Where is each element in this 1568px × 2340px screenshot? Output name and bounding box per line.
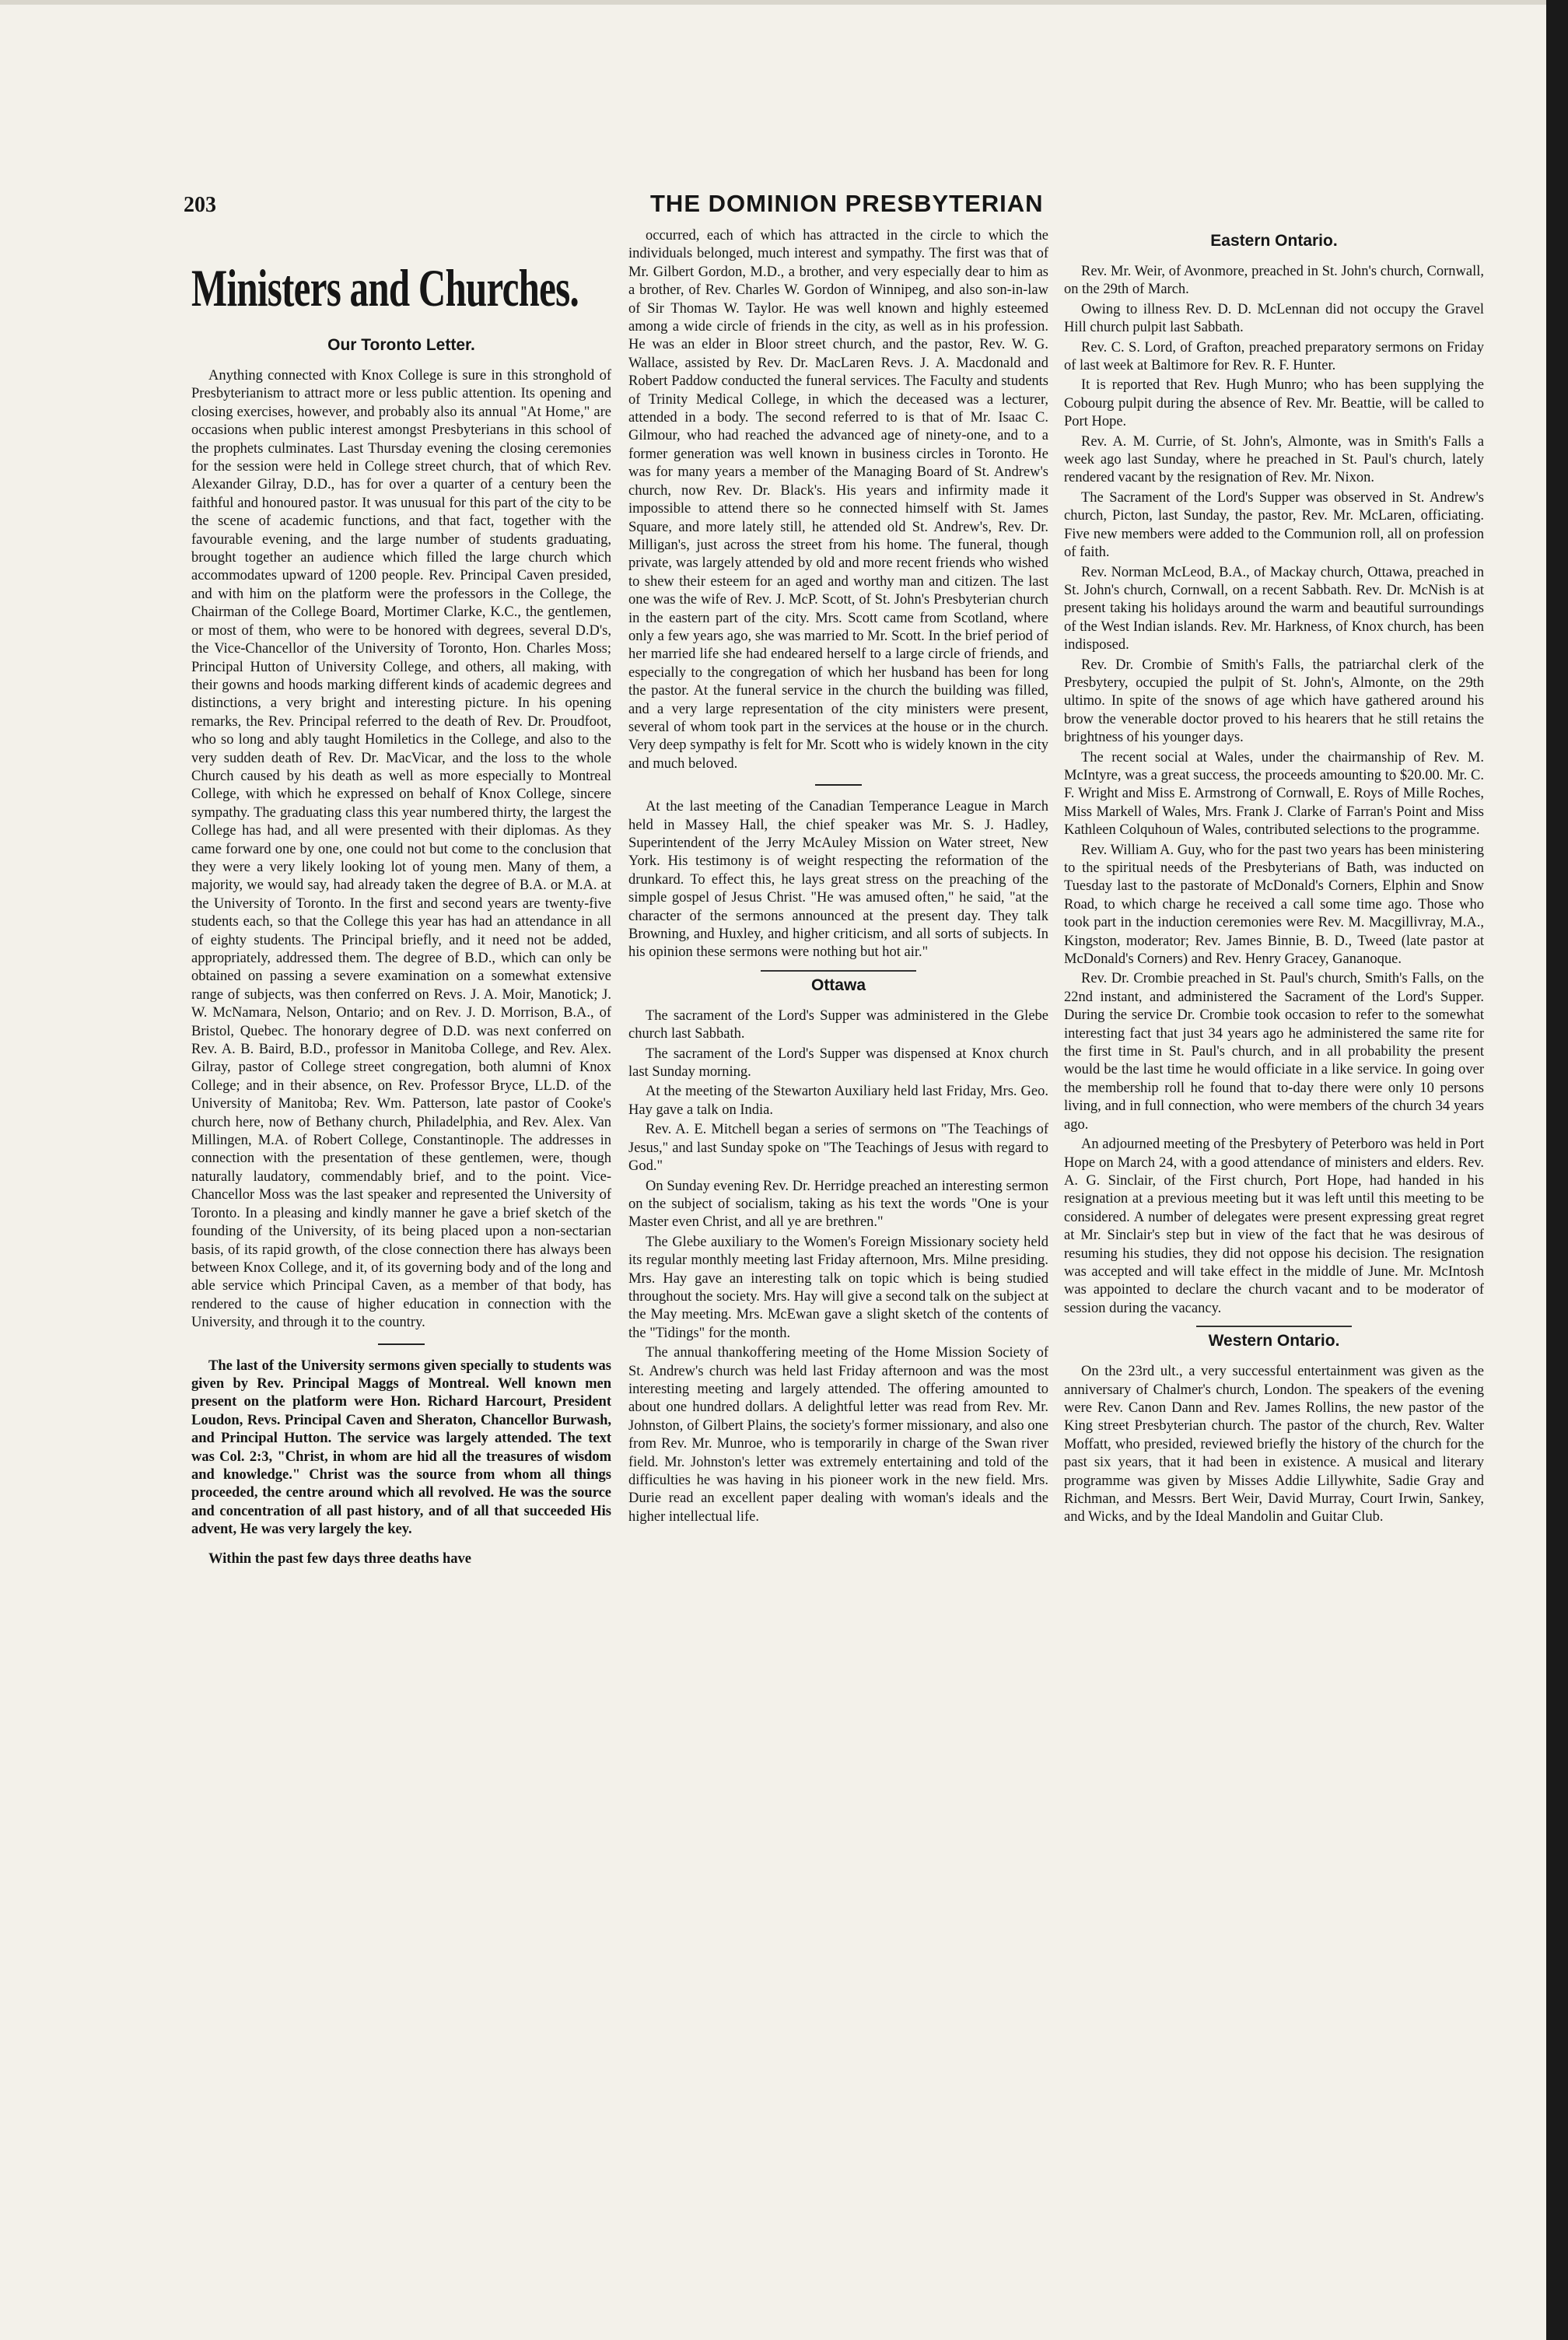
article-paragraph: The recent social at Wales, under the chairmanship of Rev. M. McIntyre, was a great success, the proceeds amounting to $20.00. Mr. C. F. Wright and Miss E. Armstrong of Cornwall, E. Roys of Mille Roches, Miss Markell of Wales, Mrs. Frank J. Clarke of Farran's Point and Miss Kathleen Colquhoun of Wales, contributed selections to the programme. <box>1064 749 1484 839</box>
subhead-toronto-letter: Our Toronto Letter. <box>327 336 475 354</box>
article-paragraph: The annual thankoffering meeting of the Home Mission Society of St. Andrew's church was held last Friday afternoon and was the most interesting meeting and largely attended. The offering amounted to about one hundred dollars. A delightful letter was read from Rev. Mr. Johnston, of Gilbert Plains, the society's former missionary, and also one from Rev. Mr. Munroe, who is temporarily in charge of the Swan river field. Mr. Johnston's letter was extremely entertaining and told of the difficulties he was having in his pioneer work in the new field. Mrs. Durie read an excellent paper dealing with woman's ideals and the higher intellectual life. <box>628 1345 1048 1525</box>
article-paragraph: Rev. A. E. Mitchell began a series of sermons on "The Teachings of Jesus," and last Sunday spoke on "The Teachings of Jesus with regard to God." <box>628 1122 1048 1175</box>
article-paragraph: At the meeting of the Stewarton Auxiliary held last Friday, Mrs. Geo. Hay gave a talk on India. <box>628 1084 1048 1118</box>
section-title: Ministers and Churches. <box>191 258 579 317</box>
column-1 <box>191 227 611 2281</box>
article-paragraph: occurred, each of which has attracted in the circle to which the individuals belonged, much interest and sympathy. The first was that of Mr. Gilbert Gordon, M.D., a brother, and very especially dear to him as a brother, of Rev. Charles W. Gordon of Winnipeg, and also son-in-law of Sir Thomas W. Taylor. He was well known and highly esteemed among a wide circle of friends in the city, as well as in his profession. He was an elder in Bloor street church, and the pastor, Rev. W. G. Wallace, assisted by Rev. Dr. MacLaren Revs. J. A. Macdonald and Robert Paddow conducted the funeral services. The Faculty and students of Trinity Medical College, in which the deceased was a lecturer, attended in a body. The second referred to is that of Mr. Isaac C. Gilmour, who had reached the advanced age of ninety-one, and to a former generation was well known in business circles in Toronto. He was for many years a member of the Managing Board of St. Andrew's church, now Rev. Dr. Black's. His years and infirmity made it impossible to attend there so he connected himself with St. James Square, and more lately still, he attended old St. Andrew's, Rev. Dr. Milligan's, just across the street from his home. The funeral, though private, was largely attended by old and more recent friends who wished to shew their esteem for an aged and worthy man and citizen. The last one was the wife of Rev. J. McP. Scott, of St. John's Presbyterian church in the eastern part of the city. Mrs. Scott came from Scotland, where only a few years ago, she was married to Mr. Scott. In the brief period of her married life she had endeared herself to a large circle of friends, and especially to the congregation of which her husband has been for long the pastor. At the funeral service in the church the building was filled, and a very large representation of the city ministers were present, several of whom took part in the services at the house or in the church. Very deep sympathy is felt for Mr. Scott who is widely known in the city and much beloved. <box>628 228 1048 772</box>
subhead-western-ontario: Western Ontario. <box>1208 1332 1340 1350</box>
subhead-ottawa: Ottawa <box>810 976 866 994</box>
subhead-box <box>1064 1326 1484 1352</box>
article-paragraph: The Sacrament of the Lord's Supper was observed in St. Andrew's church, Picton, last Sunday, the pastor, Rev. Mr. McLaren, officiating. Five new members were added to the Communion roll, all on profession of faith. <box>1064 489 1484 561</box>
article-paragraph: Rev. Dr. Crombie preached in St. Paul's church, Smith's Falls, on the 22nd instant, and administered the Sacrament of the Lord's Supper. During the service Dr. Crombie took occasion to refer to the somewhat interesting fact that just 34 years ago he administered the same rite for the first time in St. Paul's church, and in all probability the present would be the last time he would officiate in a like service. In going over the membership roll he found that to-day there were only 10 persons living, and in full connection, who were members of the church 34 years ago. <box>1064 971 1484 1133</box>
page-number: 203 <box>184 193 216 217</box>
article-paragraph: Rev. Norman McLeod, B.A., of Mackay church, Ottawa, preached in St. John's church, Cornwall, on a recent Sabbath. Rev. Dr. McNish is at present taking his holidays around the warm and beautiful surroundings of the West Indian islands. Rev. Mr. Harkness, of Knox church, has been indisposed. <box>1064 564 1484 653</box>
article-paragraph: The last of the University sermons given specially to students was given by Rev. Principal Maggs of Montreal. Well known men present on the platform were Hon. Richard Harcourt, President Loudon, Revs. Principal Caven and Sheraton, Chancellor Burwash, and Principal Hutton. The service was largely attended. The text was Col. 2:3, "Christ, in whom are hid all the treasures of wisdom and knowledge." Christ was the source from whom all things proceeded, the centre around which all revolved. He was the source and concentration of all past history, and of all that succeeded His advent, He was very largely the key. <box>191 1357 611 1538</box>
rule <box>1196 1326 1352 1327</box>
subhead-eastern-ontario: Eastern Ontario. <box>1210 232 1338 250</box>
page-top-edge <box>0 0 1568 5</box>
article-paragraph: Rev. Dr. Crombie of Smith's Falls, the patriarchal clerk of the Presbytery, occupied the pulpit of St. John's, Almonte, on the 29th ultimo. In spite of the snows of age which have gathered around his brow the venerable doctor proved to his hearers that he still retains the brightness of his younger days. <box>1064 657 1484 746</box>
divider <box>815 784 862 786</box>
article-paragraph: Rev. C. S. Lord, of Grafton, preached preparatory sermons on Friday of last week at Baltimore for Rev. R. F. Hunter. <box>1064 339 1484 374</box>
article-paragraph: On Sunday evening Rev. Dr. Herridge preached an interesting sermon on the subject of socialism, taking as his text the words "One is your Master even Christ, and all ye are brethren." <box>628 1178 1048 1231</box>
page-header <box>184 190 1062 221</box>
article-paragraph: The sacrament of the Lord's Supper was dispensed at Knox church last Sunday morning. <box>628 1046 1048 1081</box>
article-paragraph: On the 23rd ult., a very successful entertainment was given as the anniversary of Chalmer's church, London. The speakers of the evening were Rev. Canon Dann and Rev. James Rollins, the new pastor of the King street Presbyterian church. The pastor of the church, Rev. Walter Moffatt, who presided, reviewed briefly the history of the church for the past six years, that it had been in existence. A musical and literary programme was given by Misses Addie Lillywhite, Sadie Gray and Richman, and Messrs. Bert Weir, David Murray, Court Irwin, Sankey, and Wicks, and by the Ideal Mandolin and Guitar Club. <box>1064 1364 1484 1526</box>
article-paragraph: Within the past few days three deaths have <box>208 1550 471 1567</box>
article-paragraph: Rev. William A. Guy, who for the past two years has been ministering to the spiritual needs of the Presbyterians of Bath, was inducted on Tuesday last to the pastorate of McDonald's Corners, Elphin and Snow Road, to which charge he received a call some time ago. Those who took part in the induction ceremonies were Rev. M. Macgillivray, M.A., Kingston, moderator; Rev. James Binnie, B. D., Tweed (late pastor at McDonald's Corners) and Rev. Henry Gracey, Gananoque. <box>1064 842 1484 968</box>
page-right-edge <box>1546 0 1568 2340</box>
subhead-box <box>628 970 1048 997</box>
article-paragraph: The Glebe auxiliary to the Women's Foreign Missionary society held its regular monthly meeting last Friday afternoon, Mrs. Milne presiding. Mrs. Hay gave an interesting talk on topic which is being studied throughout the society. Mrs. Hay will give a second talk on the subject at the May meeting. Mrs. McEwan gave a slight sketch of the contents of the "Tidings" for the month. <box>628 1234 1048 1341</box>
column-3 <box>1064 227 1484 2281</box>
rule <box>761 970 916 972</box>
article-paragraph: An adjourned meeting of the Presbytery of Peterboro was held in Port Hope on March 24, with a good attendance of ministers and elders. Rev. A. G. Sinclair, of the First church, Port Hope, had handed in his resignation at a previous meeting but it was left until this meeting to be considered. A number of delegates were present expressing great regret at Mr. Sinclair's step but in view of the fact that he was desirous of resuming his studies, they did not oppose his decision. The resignation was accepted and will take effect in the middle of June. Mr. McIntosh was appointed to declare the church vacant and to be moderator of session during the vacancy. <box>1064 1137 1484 1316</box>
article-paragraph: At the last meeting of the Canadian Temperance League in March held in Massey Hall, the chief speaker was Mr. S. J. Hadley, Superintendent of the Jerry McAuley Mission on Water street, New York. His testimony is of weight respecting the reformation of the drunkard. To effect this, he lays great stress on the preaching of the simple gospel of Jesus Christ. "He was amused often," he said, "at the character of the sermons announced at the present day. They talk Browning, and Huxley, and higher criticism, and all sorts of subjects. In his opinion these sermons were nothing but hot air." <box>628 799 1048 961</box>
article-paragraph: Rev. A. M. Currie, of St. John's, Almonte, was in Smith's Falls a week ago last Sunday, where he preached in St. Paul's church, lately rendered vacant by the resignation of Rev. Mr. Nixon. <box>1064 433 1484 486</box>
masthead: THE DOMINION PRESBYTERIAN <box>650 190 1044 217</box>
divider <box>378 1343 425 1345</box>
article-paragraph: Anything connected with Knox College is sure in this stronghold of Presbyterianism to attract more or less public attention. Its opening and closing exercises, however, and probably also its annual "At Home," are occasions when public interest amongst Presbyterians in this school of the prophets culminates. Last Thursday evening the closing ceremonies for the session were held in College street church, that of which Rev. Alexander Gilray, D.D., has for over a quarter of a century been the faithful and honoured pastor. It was unusual for this part of the city to be the scene of academic functions, and that fact, together with the favourable evening, and the large number of students graduating, brought together an audience which filled the large church which accommodates upward of 1200 people. Rev. Principal Caven presided, and with him on the platform were the professors in the College, the Chairman of the College Board, Mortimer Clarke, K.C., the gentlemen, or most of them, who were to be honored with degrees, several D.D's, the Vice-Chancellor of the University of Toronto, Hon. Charles Moss; Principal Hutton of University College, and others, all making, with their gowns and hoods marking different kinds of academic degrees and distinctions, a very bright and interesting picture. In his opening remarks, the Rev. Principal referred to the death of Rev. Dr. Proudfoot, who so long and ably taught Homiletics in the College, and also to the very sudden death of Rev. Dr. MacVicar, and the loss to the whole Church caused by his death as well as more especially to Montreal College, with which he expressed on behalf of Knox College, sincere sympathy. The graduating class this year numbered thirty, the largest the College has had, and all were presented with their diplomas. As they came forward one by one, one could not but come to the conclusion that they were a very likely looking lot of young men. Many of them, a majority, we would say, had already taken the degree of B.A. or M.A. at the University of Toronto. In the first and second years are twenty-five students each, so that the College this year has had an attendance in all of eighty students. The Principal briefly, and it need not be added, appropriately, addressed them. The degree of B.D., which can only be obtained on passing a severe examination on a somewhat extensive range of subjects, was then conferred on Revs. J. A. Moir, Manotick; J. W. McNamara, Nelson, Ontario; and on Rev. J. D. Morrison, B.A., of Bristol, Quebec. The honorary degree of D.D. was next conferred on Rev. A. B. Baird, B.D., professor in Manitoba College, and Rev. Alex. Gilray, pastor of College street congregation, both alumni of Knox College; and in their absence, on Rev. Professor Bryce, LL.D. of the University of Manitoba; Rev. Wm. Patterson, late pastor of Cooke's church here, now of Bethany church, Philadelphia, and Rev. Alex. Van Millingen, M.A. of Robert College, Constantinople. The addresses in connection with the presentation of these gentlemen, were, though naturally laudatory, commendably brief, and to the point. Vice-Chancellor Moss was the last speaker and represented the University of Toronto. In a pleasing and kindly manner he gave a brief sketch of the founding of the University, of its being placed upon a non-sectarian basis, of its rapid growth, of the close connection there has always been between Knox College, and it, of its governing body and of the long and able service which Principal Caven, as a member of that body, has rendered to the cause of higher education in connection with the University, and through it to the country. <box>191 368 611 1331</box>
article-paragraph: Owing to illness Rev. D. D. McLennan did not occupy the Gravel Hill church pulpit last Sabbath. <box>1064 301 1484 336</box>
article-paragraph: It is reported that Rev. Hugh Munro; who has been supplying the Cobourg pulpit during the absence of Rev. Mr. Beattie, will be called to Port Hope. <box>1064 377 1484 430</box>
article-paragraph: Rev. Mr. Weir, of Avonmore, preached in St. John's church, Cornwall, on the 29th of March. <box>1064 264 1484 298</box>
column-2 <box>628 227 1048 2281</box>
article-paragraph: The sacrament of the Lord's Supper was administered in the Glebe church last Sabbath. <box>628 1007 1048 1042</box>
